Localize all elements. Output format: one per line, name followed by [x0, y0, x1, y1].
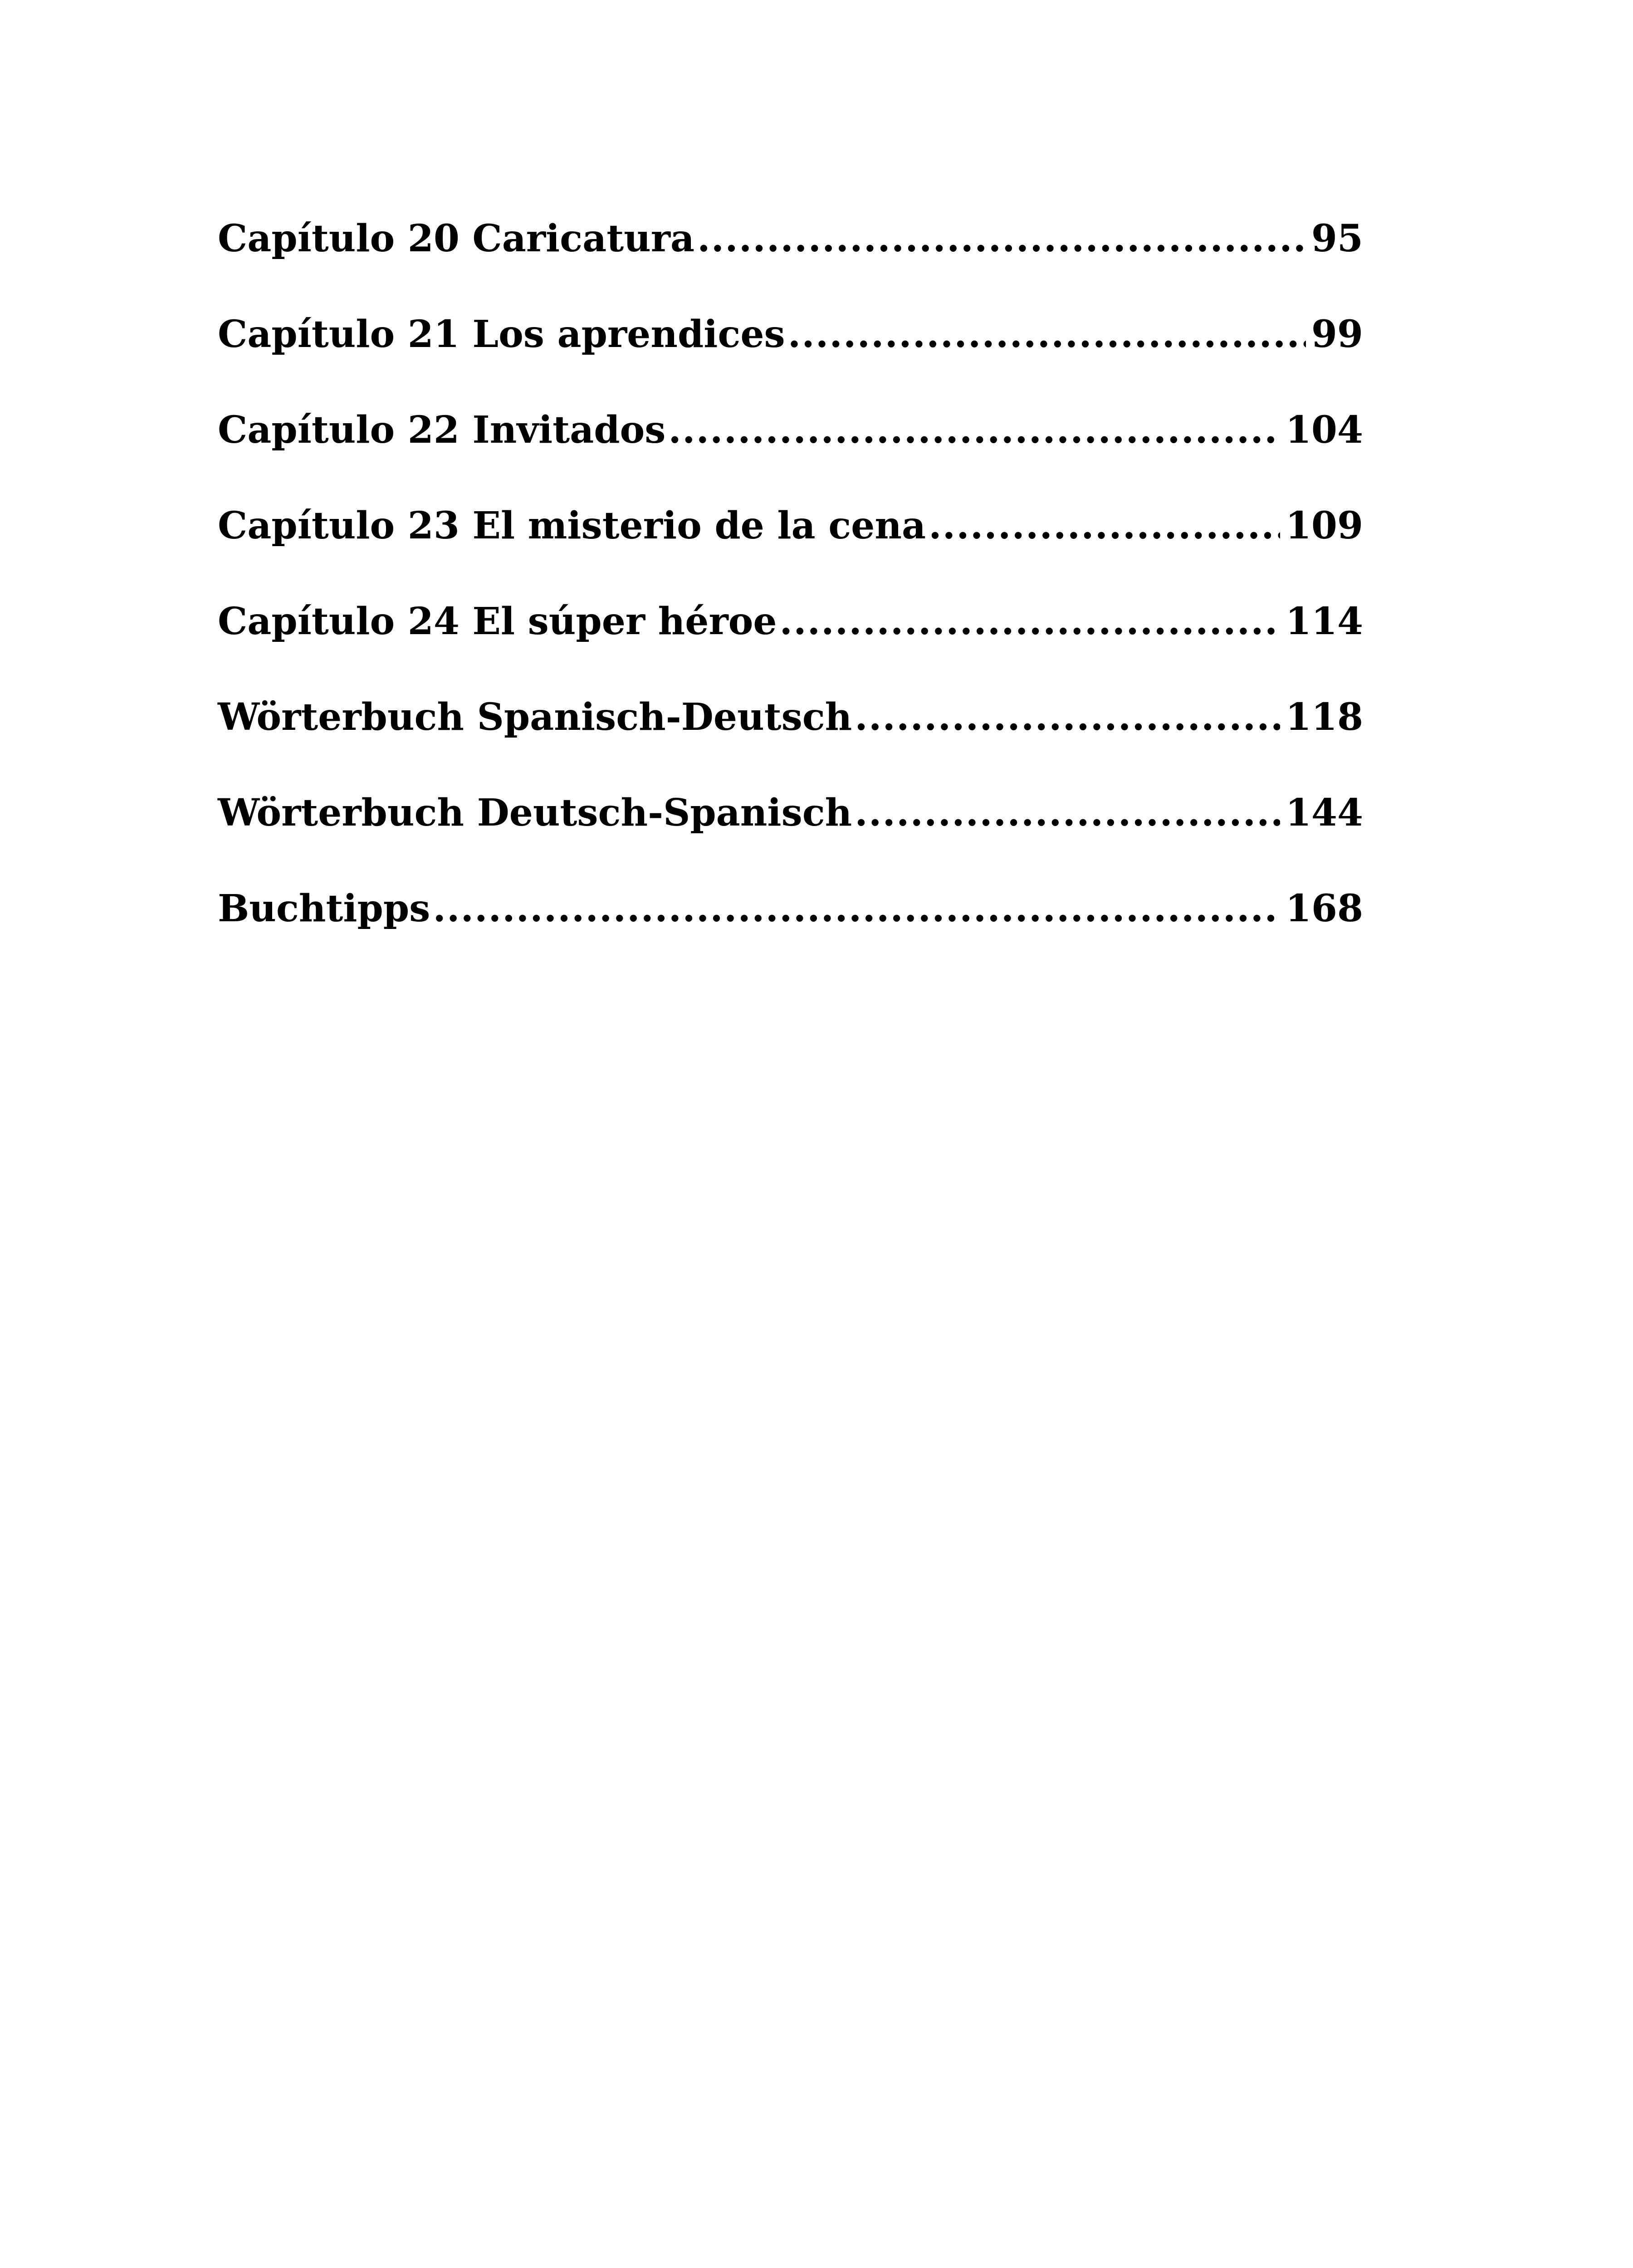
toc-dot-leader: [668, 411, 1280, 449]
toc-dot-leader: [780, 603, 1280, 640]
toc-entry-page-number: 114: [1285, 600, 1363, 643]
toc-entry-page-number: 99: [1311, 313, 1363, 356]
toc-entry-page-number: 95: [1311, 217, 1363, 260]
toc-dot-leader: [697, 220, 1306, 257]
toc-entry-title: Capítulo 22 Invitados: [218, 408, 666, 452]
toc-entry-title: Wörterbuch Deutsch-Spanisch: [218, 791, 852, 835]
toc-entry-title: Capítulo 23 El misterio de la cena: [218, 504, 926, 547]
toc-entry-title: Capítulo 24 El súper héroe: [218, 600, 777, 643]
table-of-contents: [218, 217, 1363, 986]
toc-dot-leader: [433, 890, 1280, 927]
toc-entry-title: Buchtipps: [218, 887, 430, 930]
toc-entry[interactable]: [218, 313, 1363, 411]
toc-entry[interactable]: [218, 887, 1363, 986]
toc-entry[interactable]: [218, 408, 1363, 507]
toc-dot-leader: [788, 316, 1306, 353]
toc-entry[interactable]: [218, 791, 1363, 890]
toc-dot-leader: [929, 507, 1280, 544]
toc-dot-leader: [855, 699, 1280, 736]
toc-entry[interactable]: [218, 600, 1363, 699]
toc-entry-page-number: 109: [1285, 504, 1363, 547]
toc-entry-title: Capítulo 21 Los aprendices: [218, 313, 785, 356]
toc-entry-page-number: 118: [1285, 695, 1363, 739]
toc-entry-title: Wörterbuch Spanisch-Deutsch: [218, 695, 852, 739]
toc-entry[interactable]: [218, 695, 1363, 794]
toc-entry-page-number: 144: [1285, 791, 1363, 835]
toc-entry[interactable]: [218, 217, 1363, 316]
toc-entry-page-number: 168: [1285, 887, 1363, 930]
toc-entry[interactable]: [218, 504, 1363, 603]
toc-entry-title: Capítulo 20 Caricatura: [218, 217, 695, 260]
toc-entry-page-number: 104: [1285, 408, 1363, 452]
toc-dot-leader: [855, 794, 1280, 831]
